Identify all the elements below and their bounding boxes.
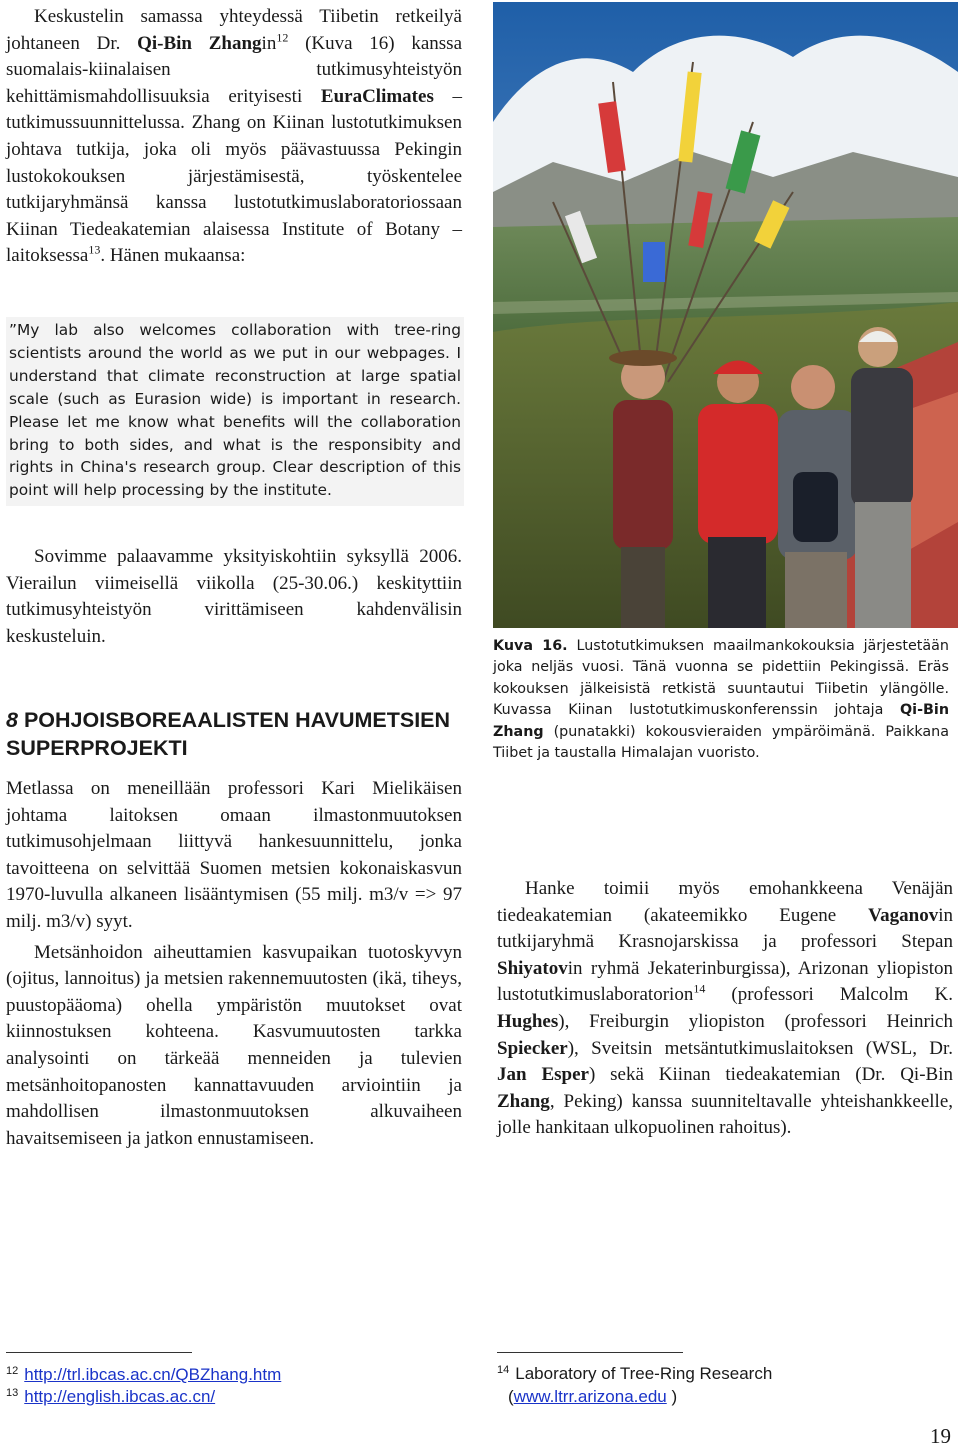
caption-label: Kuva 16. [493,638,568,654]
quote-block: ”My lab also welcomes collaboration with tree-ring scientists around the world as we put in our webpages. I understand that climate reconstruction at large spatial scale (such as Eurasion wide) is important in research. Please let me know what benefits will the collaboration bring to both sides, and what is the responsibity and rights in China's research group. Clear description of this point will help processing by the institute. [6,317,464,506]
footnote-rule-right [497,1352,683,1353]
footnote-rule-left [6,1352,192,1353]
left-column-bottom [6,776,462,1152]
paragraph-forest-management: Metsänhoidon aiheuttamien kasvupaikan tuotoskyvyn (ojitus, lannoitus) ja metsien rakennemuutosten (ikä, tiheys, puustopääoma) ohella ympäristön muutokset ovat kiinnostuksen kohteena. Kasvumuutosten tarkka analysointi on tärkeää menneiden ja tulevien metsänhoitopanosten kannattavuuden arviointiin ja mahdollisen ilmastonmuutoksen alkuvaiheen havaitsemiseen ja jatkon ennustamiseen. [6,941,462,1149]
group-photo-tibet [493,2,958,628]
footnote-14-link[interactable]: www.ltrr.arizona.edu [513,1387,667,1406]
section-heading [6,706,466,762]
paragraph-parent-project: Hanke toimii myös emohankkeena Venäjän tiedeakatemian (akateemikko Eugene Vaganovin tutkijaryhmä Krasnojarskissa ja professori Stepan Shiyatovin ryhmä Jekaterinburgissa), Arizonan yliopiston lustotutkimuslaboratorion$^{14}$ (professori Malcolm K. Hughes), Freiburgin yliopiston (professori Heinrich Spiecker), Sveitsin metsäntutkimuslaitoksen (WSL, Dr. Jan Esper) sekä Kiinan tiedeakatemian (Dr. Qi-Bin Zhang, Peking) kanssa suunniteltavalle yhteishankkeelle, jolle hankitaan ulkopuolinen rahoitus). [497,878,953,1139]
left-column-intro [6,4,462,270]
footnote-13: $^{13}$ http://english.ibcas.ac.cn/ [6,1387,216,1406]
right-column-text [497,876,953,1142]
paragraph-autumn: Sovimme palaavamme yksityiskohtiin syksyllä 2006. Vierailun viimeisellä viikolla (25-30.06.) keskityttiin tutkimusyhteistyön virittämiseen kahdenvälisin keskusteluin. [6,546,462,647]
paragraph-zhang: Keskustelin samassa yhteydessä Tiibetin retkeilyä johtaneen Dr. Qi-Bin Zhangin$^{12}$ (Kuva 16) kanssa suomalais-kiinalaisen tutkimusyhteistyön kehittämismahdollisuuksia erityisesti EuraClimates –tutkimussuunnittelussa. Zhang on Kiinan lustotutkimuksen johtava tutkija, joka oli myös päävastuussa Pekingin lustokokouksen järjestämisestä, työskentelee tutkijaryhmänsä kanssa lustotutkimuslaboratoriossaan Kiinan Tiedeakatemian alaisessa Institute of Botany –laitoksessa$^{13}$. Hänen mukaansa: [6,6,463,267]
footnote-14: $^{14}$ Laboratory of Tree-Ring Research [497,1364,773,1383]
section-number: 8 [6,708,18,732]
people [609,327,913,628]
page-number: 19 [930,1424,951,1448]
paragraph-metla: Metlassa on meneillään professori Kari Mielikäisen johtama laitoksen omaan ilmastonmuutoksen tutkimusohjelmaan liittyvä hankesuunnittelu, jonka tavoitteena on selvittää Suomen metsien kokonaiskasvun 1970-luvulla alkaneen lisääntymisen (55 milj. m3/v => 97 milj. m3/v) syyt. [6,778,462,932]
photo-illustration [493,2,958,628]
footnote-14-url: (www.ltrr.arizona.edu ) [508,1387,678,1406]
figure-caption: Kuva 16. Lustotutkimuksen maailmankokouksia järjestetään joka neljäs vuosi. Tänä vuonna se pidettiin Pekingissä. Eräs kokouksen jälkeisistä retkistä suuntautui Tiibetin ylängölle. Kuvassa Kiinan lustotutkimuskonferenssin johtaja Qi-Bin Zhang (punatakki) kokousvieraiden ympäröimänä. Paikkana Tiibet ja taustalla Himalajan vuoristo. [493,638,949,762]
left-column-middle [6,544,462,650]
footnote-12-link[interactable]: http://trl.ibcas.ac.cn/QBZhang.htm [24,1365,282,1384]
footnote-13-link[interactable]: http://english.ibcas.ac.cn/ [24,1387,216,1406]
section-title: POHJOISBOREAALISTEN HAVUMETSIEN SUPERPROJEKTI [6,708,451,760]
footnote-12: $^{12}$ http://trl.ibcas.ac.cn/QBZhang.htm [6,1365,282,1384]
